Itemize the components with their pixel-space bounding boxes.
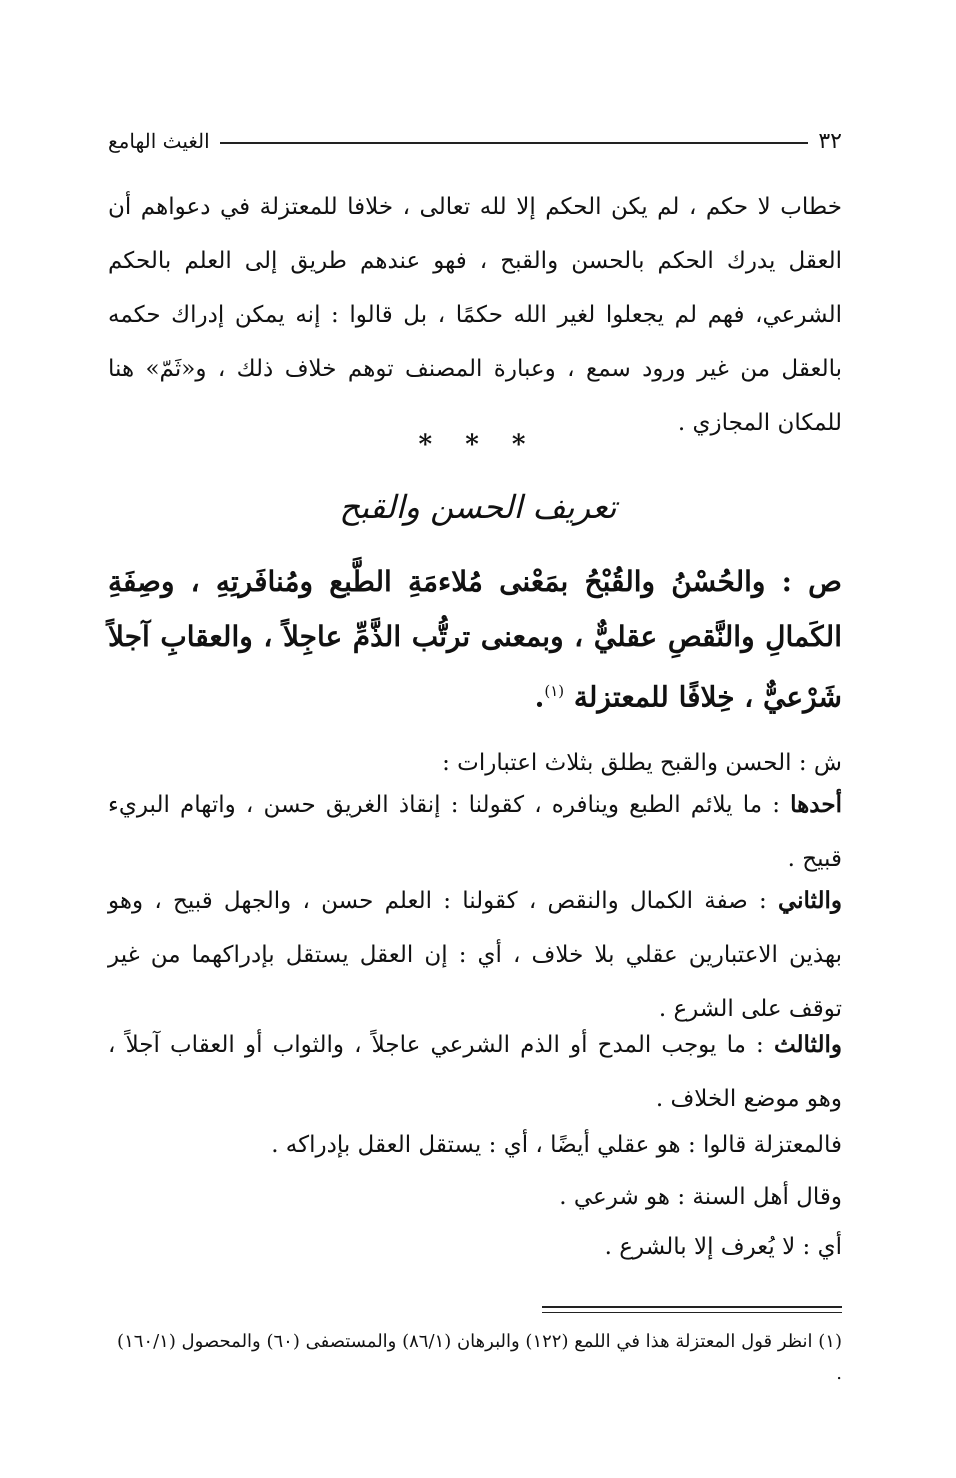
matn-text: ص : والحُسْنُ والقُبْحُ بمَعْنى مُلاءمَةِ الطَّبع ومُنافَرتِهِ ، وصِفَةِ الكَمالِ والنَّقصِ عقليٌّ ، وبمعنى ترتُّب الذَّمِّ عاجِلاً ، والعقابِ آجلاً شَرْعيٌّ ، خِلافًا للمعتزلة xyxy=(108,565,842,714)
sharh-intro: ش : الحسن والقبح يطلق بثلاث اعتبارات : xyxy=(442,750,842,776)
first-consideration xyxy=(108,778,842,886)
page-number: ٣٢ xyxy=(818,128,842,154)
third-lead: والثالث xyxy=(773,1031,842,1058)
header-rule xyxy=(220,142,809,144)
second-text: : صفة الكمال والنقص ، كقولنا : العلم حسن ، والجهل قبيح ، وهو بهذين الاعتبارين عقلي بلا خلاف ، أي : إن العقل يستقل بإدراكهما من غير توقف على الشرع . xyxy=(108,888,842,1022)
ahl-sunna-view: وقال أهل السنة : هو شرعي . xyxy=(559,1184,842,1210)
footnote: (١) انظر قول المعتزلة هذا في اللمع (١٢٢) والبرهان (٨٦/١) والمستصفى (٦٠) والمحصول (١٦٠/١) . xyxy=(117,1331,842,1384)
intro-paragraph: خطاب لا حكم ، لم يكن الحكم إلا لله تعالى ، خلافا للمعتزلة في دعواهم أن العقل يدرك الحكم بالحسن والقبح ، فهو عندهم طريق إلى العلم بالحكم الشرعي، فهم لم يجعلوا لغير الله حكمًا ، بل قالوا : إنه يمكن إدراك حكمه بالعقل من غير ورود سمع ، وعبارة المصنف توهم خلاف ذلك ، و«ثَمّ» هنا للمكان المجازي . xyxy=(108,194,842,436)
running-header xyxy=(108,124,842,158)
third-consideration xyxy=(108,1018,842,1126)
first-lead: أحدها xyxy=(790,791,842,818)
footnote-rule xyxy=(542,1306,842,1308)
third-text: : ما يوجب المدح أو الذم الشرعي عاجلاً ، والثواب أو العقاب آجلاً ، وهو موضع الخلاف . xyxy=(108,1032,842,1112)
mutazila-view: فالمعتزلة قالوا : هو عقلي أيضًا ، أي : يستقل العقل بإدراكه . xyxy=(271,1132,842,1158)
matn-paragraph xyxy=(108,554,842,724)
clarification-line: أي : لا يُعرف إلا بالشرع . xyxy=(604,1234,842,1260)
section-heading: تعريف الحسن والقبح xyxy=(339,488,617,526)
footnote-ref: (١) xyxy=(544,682,565,700)
second-lead: والثاني xyxy=(777,887,842,914)
running-title: الغيث الهامع xyxy=(108,129,210,153)
first-text: : ما يلائم الطبع وينافره ، كقولنا : إنقاذ الغريق حسن ، واتهام البريء قبيح . xyxy=(108,792,842,872)
section-separator: * * * xyxy=(418,430,538,460)
footnote-rule-thin xyxy=(542,1312,842,1313)
matn-end: . xyxy=(534,680,545,714)
second-consideration xyxy=(108,874,842,1036)
